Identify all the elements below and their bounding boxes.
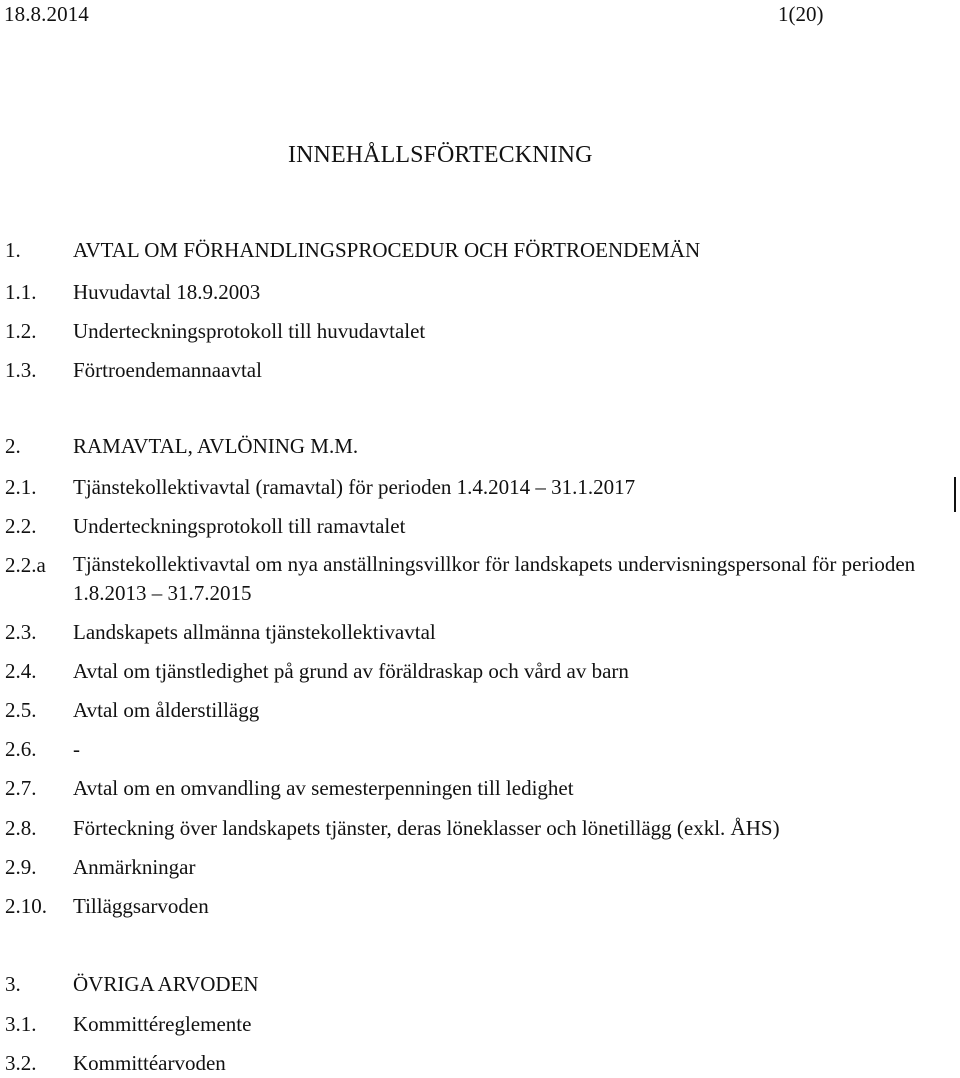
toc-number: 3.2. <box>5 1051 37 1075</box>
toc-number: 1.3. <box>5 358 37 382</box>
page-title: INNEHÅLLSFÖRTECKNING <box>288 142 593 168</box>
toc-entry-text: Kommittéreglemente <box>73 1012 252 1036</box>
toc-entry-text: Anmärkningar <box>73 855 196 879</box>
toc-entry-text: Underteckningsprotokoll till ramavtalet <box>73 514 406 538</box>
toc-number: 2.4. <box>5 659 37 683</box>
toc-number: 2.8. <box>5 816 37 840</box>
toc-number: 1. <box>5 238 21 262</box>
toc-number: 2.3. <box>5 620 37 644</box>
toc-entry-text: ÖVRIGA ARVODEN <box>73 972 259 996</box>
toc-entry-text: Kommittéarvoden <box>73 1051 226 1075</box>
toc-entry-text: Huvudavtal 18.9.2003 <box>73 280 261 304</box>
toc-number: 2.5. <box>5 698 37 722</box>
toc-number: 3.1. <box>5 1012 37 1036</box>
toc-number: 1.1. <box>5 280 37 304</box>
toc-entry-text: - <box>73 737 80 761</box>
toc-number: 2. <box>5 434 21 458</box>
toc-entry-text: Tjänstekollektivavtal (ramavtal) för perioden 1.4.2014 – 31.1.2017 <box>73 475 636 499</box>
toc-entry-text: Förteckning över landskapets tjänster, deras löneklasser och lönetillägg (exkl. ÅHS) <box>73 816 780 840</box>
toc-number: 2.6. <box>5 737 37 761</box>
toc-entry-text: Tilläggsarvoden <box>73 894 209 918</box>
toc-number: 2.2.a <box>5 553 46 577</box>
toc-entry-text: Förtroendemannaavtal <box>73 358 262 382</box>
toc-entry-text: Tjänstekollektivavtal om nya anställningsvillkor för landskapets undervisningspersonal för perioden 1.8.2013 – 31.7.2015 <box>73 552 916 605</box>
toc-number: 2.9. <box>5 855 37 879</box>
toc-entry-text: Avtal om tjänstledighet på grund av föräldraskap och vård av barn <box>73 659 629 683</box>
header-date: 18.8.2014 <box>4 2 89 26</box>
toc-entry-text: AVTAL OM FÖRHANDLINGSPROCEDUR OCH FÖRTROENDEMÄN <box>73 238 701 262</box>
toc-entry-text: RAMAVTAL, AVLÖNING M.M. <box>73 434 359 458</box>
toc-number: 2.10. <box>5 894 47 918</box>
toc-number: 1.2. <box>5 319 37 343</box>
toc-number: 2.1. <box>5 475 37 499</box>
toc-number: 2.7. <box>5 776 37 800</box>
toc-entry-text: Avtal om ålderstillägg <box>73 698 260 722</box>
toc-entry-text: Landskapets allmänna tjänstekollektivavtal <box>73 620 436 644</box>
toc-entry-text: Avtal om en omvandling av semesterpenningen till ledighet <box>73 776 574 800</box>
toc-number: 2.2. <box>5 514 37 538</box>
revision-marker <box>954 477 956 512</box>
toc-number: 3. <box>5 972 21 996</box>
page-number: 1(20) <box>778 2 824 26</box>
toc-entry-text: Underteckningsprotokoll till huvudavtalet <box>73 319 426 343</box>
